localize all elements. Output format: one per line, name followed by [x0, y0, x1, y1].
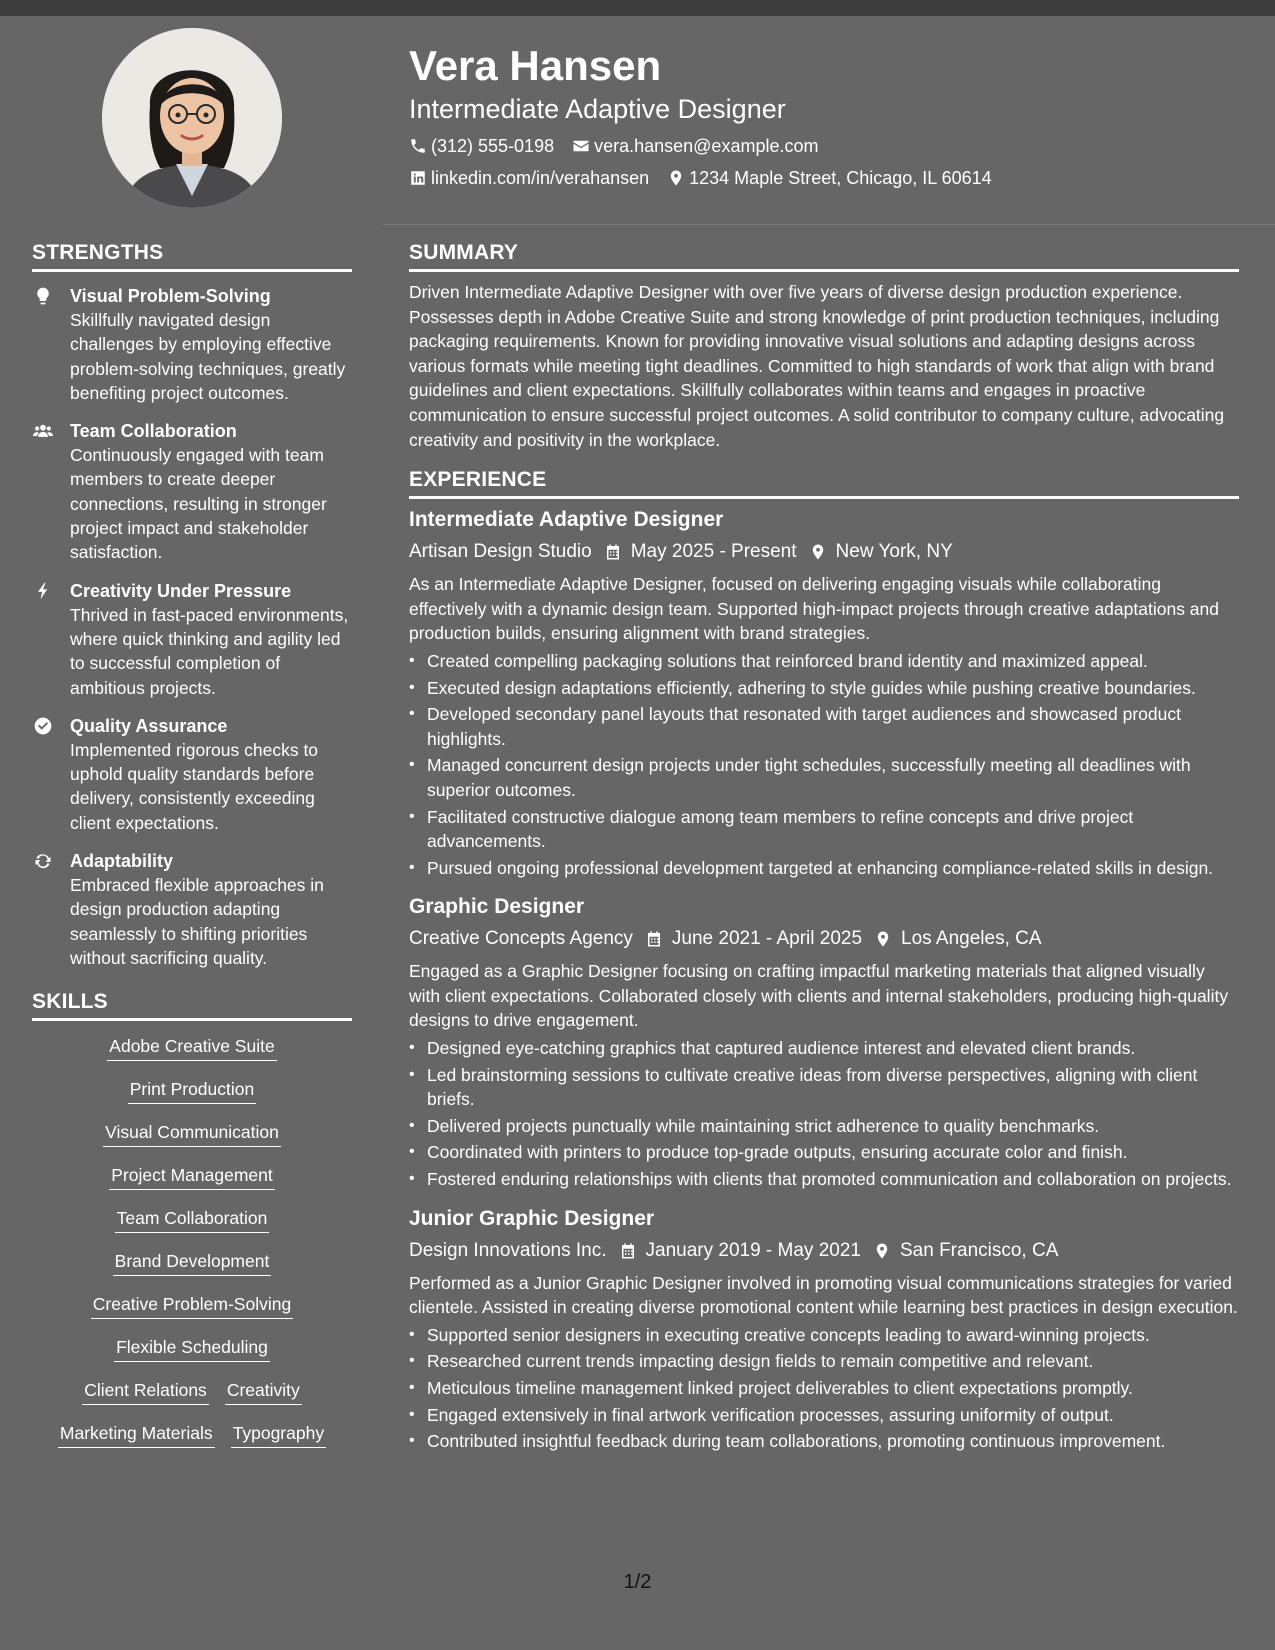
candidate-name: Vera Hansen [409, 42, 662, 89]
job-meta [409, 539, 1239, 565]
resume-header [409, 40, 1239, 190]
bullet-item: • Supported senior designers in executing creative concepts leading to award-winning projects. [409, 1323, 1239, 1348]
phone-contact[interactable] [409, 134, 554, 158]
profile-photo [102, 28, 282, 208]
skill-tag: Marketing Materials [58, 1422, 215, 1448]
bullet-item: • Researched current trends impacting design fields to remain competitive and relevant. [409, 1349, 1239, 1374]
strength-item [32, 849, 352, 970]
linkedin-icon [409, 169, 427, 187]
address-text: 1234 Maple Street, Chicago, IL 60614 [689, 168, 992, 188]
bullet-item: • Managed concurrent design projects under tight schedules, successfully meeting all deadlines with superior outcomes. [409, 753, 1239, 802]
company-name: Design Innovations Inc. [409, 1239, 607, 1261]
skill-tag: Project Management [109, 1164, 274, 1190]
strength-title: Adaptability [70, 851, 174, 872]
bullet-item: • Pursued ongoing professional development targeted at enhancing compliance-related skills in design. [409, 856, 1239, 881]
bolt-icon [33, 581, 53, 601]
strength-title: Quality Assurance [70, 715, 228, 736]
strength-desc: Continuously engaged with team members to create deeper connections, resulting in stronger project impact and stakeholder satisfaction. [70, 445, 327, 563]
experience-heading: EXPERIENCE [409, 468, 1239, 499]
strengths-list [32, 284, 352, 970]
candidate-title: Intermediate Adaptive Designer [409, 94, 786, 124]
phone-icon [409, 137, 427, 155]
bullet-item: • Facilitated constructive dialogue among team members to refine concepts and drive project advancements. [409, 805, 1239, 854]
location-text: San Francisco, CA [899, 1239, 1059, 1261]
lightbulb-icon [33, 286, 53, 306]
address-contact [667, 166, 992, 190]
job-title: Junior Graphic Designer [409, 1206, 655, 1230]
linkedin-contact[interactable] [409, 166, 649, 190]
calendar-icon [619, 1242, 637, 1260]
map-pin-icon [873, 1242, 891, 1260]
dates-text: June 2021 - April 2025 [671, 928, 863, 950]
strength-desc: Embraced flexible approaches in design production adapting seamlessly to shifting priorities without sacrificing quality. [70, 875, 324, 968]
skills-list [32, 1035, 352, 1465]
skills-heading: SKILLS [32, 990, 352, 1021]
job-bullets [409, 1323, 1239, 1454]
users-icon [33, 421, 53, 441]
strength-item [32, 714, 352, 835]
sync-icon [33, 851, 53, 871]
skill-tag: Visual Communication [103, 1121, 281, 1147]
avatar [102, 28, 282, 208]
calendar-icon [645, 930, 663, 948]
bullet-item: • Created compelling packaging solutions that reinforced brand identity and maximized appeal. [409, 649, 1239, 674]
contact-row [409, 134, 1239, 158]
job-dates [619, 1238, 861, 1264]
strength-title: Team Collaboration [70, 421, 237, 442]
strength-title: Creativity Under Pressure [70, 580, 292, 601]
summary-text: Driven Intermediate Adaptive Designer with over five years of diverse design production experience. Possesses depth in Adobe Creative Suite and strong knowledge of print production techniques, including packaging requirements. Known for providing innovative visual solutions and adapting designs across various formats while meeting tight deadlines. Committed to high standards of work that align with brand guidelines and client expectations. Skillfully collaborates within teams and engages in proactive communication to ensure successful project outcomes. A solid contributor to company culture, advocating creativity and positivity in the workplace. [409, 282, 1225, 450]
job-entry [409, 507, 1239, 880]
job-location [874, 926, 1041, 952]
job-dates [645, 926, 862, 952]
bullet-item: • Engaged extensively in final artwork verification processes, assuring uniformity of output. [409, 1403, 1239, 1428]
job-entry [409, 1206, 1239, 1454]
job-dates [604, 539, 797, 565]
bullet-item: • Developed secondary panel layouts that resonated with target audiences and showcased product highlights. [409, 702, 1239, 751]
bullet-item: • Led brainstorming sessions to cultivate creative ideas from diverse perspectives, aligning with client briefs. [409, 1063, 1239, 1112]
location-text: New York, NY [835, 541, 953, 563]
email-text: vera.hansen@example.com [594, 136, 819, 156]
job-location [873, 1238, 1058, 1264]
bullet-item: • Executed design adaptations efficiently, adhering to style guides while pushing creative boundaries. [409, 676, 1239, 701]
email-contact[interactable] [572, 134, 818, 158]
linkedin-text: linkedin.com/in/verahansen [431, 168, 650, 188]
bullet-item: • Meticulous timeline management linked project deliverables to client expectations promptly. [409, 1376, 1239, 1401]
strength-item [32, 579, 352, 700]
check-circle-icon [33, 716, 53, 736]
job-title: Intermediate Adaptive Designer [409, 508, 724, 532]
summary-heading: SUMMARY [409, 241, 1239, 272]
location-text: Los Angeles, CA [901, 928, 1042, 950]
skill-tag: Adobe Creative Suite [107, 1035, 276, 1061]
calendar-icon [604, 543, 622, 561]
bullet-item: • Designed eye-catching graphics that captured audience interest and elevated client brands. [409, 1036, 1239, 1061]
main-column [409, 241, 1239, 1456]
bullet-item: • Contributed insightful feedback during team collaborations, promoting continuous improvement. [409, 1429, 1239, 1454]
dates-text: May 2025 - Present [630, 541, 797, 563]
skill-tag: Creativity [225, 1379, 302, 1405]
contact-row [409, 166, 1239, 190]
skill-tag: Team Collaboration [115, 1207, 270, 1233]
bullet-item: • Delivered projects punctually while maintaining strict adherence to quality benchmarks. [409, 1114, 1239, 1139]
bullet-item: • Coordinated with printers to produce top-grade outputs, ensuring accurate color and finish. [409, 1140, 1239, 1165]
map-pin-icon [667, 169, 685, 187]
page-indicator: 1/2 [623, 1571, 652, 1593]
company-name: Creative Concepts Agency [409, 928, 633, 950]
strength-item [32, 284, 352, 405]
map-pin-icon [809, 543, 827, 561]
job-entry [409, 894, 1239, 1191]
job-description: As an Intermediate Adaptive Designer, focused on delivering engaging visuals while collaborating effectively with a dynamic design team. Supported high-impact projects through creative adaptations and production builds, ensuring alignment with brand strategies. [409, 574, 1219, 644]
header-divider [383, 224, 1275, 225]
skill-tag: Typography [231, 1422, 326, 1448]
job-meta [409, 1238, 1239, 1264]
phone-text: (312) 555-0198 [431, 136, 555, 156]
map-pin-icon [874, 930, 892, 948]
strength-item [32, 419, 352, 564]
strength-desc: Skillfully navigated design challenges by employing effective problem-solving techniques, greatly benefiting project outcomes. [70, 310, 346, 403]
bullet-item: • Fostered enduring relationships with clients that promoted communication and collaboration on projects. [409, 1167, 1239, 1192]
strength-desc: Thrived in fast-paced environments, where quick thinking and agility led to successful completion of ambitious projects. [70, 604, 349, 698]
strength-title: Visual Problem-Solving [70, 286, 271, 306]
skill-tag: Client Relations [82, 1379, 209, 1405]
job-description: Performed as a Junior Graphic Designer involved in promoting visual communications strategies for varied clientele. Assisted in creating diverse promotional content while learning best practices in design execution. [409, 1272, 1238, 1318]
skill-tag: Flexible Scheduling [114, 1336, 270, 1362]
job-bullets [409, 649, 1239, 880]
strengths-heading: STRENGTHS [32, 241, 352, 272]
skill-tag: Print Production [128, 1078, 257, 1104]
strength-desc: Implemented rigorous checks to uphold quality standards before delivery, consistently exceeding client expectations. [70, 739, 319, 833]
skill-tag: Creative Problem-Solving [91, 1293, 293, 1319]
job-bullets [409, 1036, 1239, 1192]
job-meta [409, 926, 1239, 952]
job-location [809, 539, 953, 565]
company-name: Artisan Design Studio [409, 541, 592, 563]
top-bar [0, 0, 1275, 16]
skill-tag: Brand Development [113, 1250, 272, 1276]
envelope-icon [572, 137, 590, 155]
job-title: Graphic Designer [409, 895, 585, 919]
job-description: Engaged as a Graphic Designer focusing on crafting impactful marketing materials that aligned visually with client expectations. Collaborated closely with clients and internal stakeholders, producing high-quality designs to drive engagement. [409, 961, 1229, 1031]
dates-text: January 2019 - May 2021 [645, 1239, 861, 1261]
